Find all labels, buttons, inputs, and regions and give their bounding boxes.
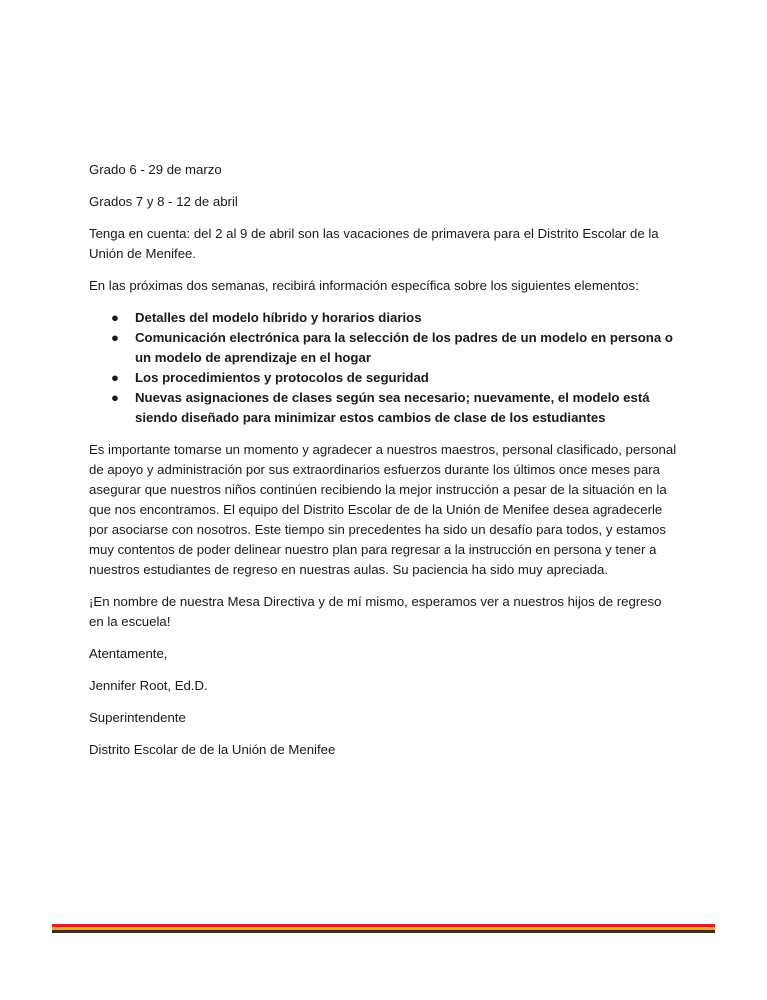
list-item [89, 328, 679, 368]
closing: Atentamente, [89, 646, 168, 661]
bullet-icon: ● [111, 330, 119, 345]
board-message: ¡En nombre de nuestra Mesa Directiva y de mí mismo, esperamos ver a nuestros hijos de regreso en la escuela! [89, 594, 662, 629]
list-item [89, 308, 679, 328]
list-item [89, 368, 679, 388]
spring-break-note: Tenga en cuenta: del 2 al 9 de abril son las vacaciones de primavera para el Distrito Escolar de la Unión de Menifee. [89, 226, 659, 261]
bullet-icon: ● [111, 310, 119, 325]
list-item-text: Los procedimientos y protocolos de seguridad [135, 370, 429, 385]
date-grades-7-8: Grados 7 y 8 - 12 de abril [89, 194, 238, 209]
bullet-icon: ● [111, 370, 119, 385]
date-grade-6: Grado 6 - 29 de marzo [89, 162, 222, 177]
list-item-text: Comunicación electrónica para la selección de los padres de un modelo en persona o un modelo de aprendizaje en el hogar [135, 330, 673, 365]
info-bullet-list [89, 308, 679, 428]
footer-color-bar [52, 924, 715, 933]
list-item [89, 388, 679, 428]
list-item-text: Detalles del modelo híbrido y horarios diarios [135, 310, 422, 325]
gratitude-paragraph: Es importante tomarse un momento y agradecer a nuestros maestros, personal clasificado, personal de apoyo y administración por sus extraordinarios esfuerzos durante los últimos once meses para asegurar que nuestros niños continúen recibiendo la mejor instrucción a pesar de la situación en la que nos encontramos. El equipo del Distrito Escolar de de la Unión de Menifee desea agradecerle por asociarse con nosotros. Este tiempo sin precedentes ha sido un desafío para todos, y estamos muy contentos de poder delinear nuestro plan para regresar a la instrucción en persona y tener a nuestros estudiantes de regreso en nuestras aulas. Su paciencia ha sido muy apreciada. [89, 442, 677, 577]
signer-title: Superintendente [89, 710, 186, 725]
list-item-text: Nuevas asignaciones de clases según sea necesario; nuevamente, el modelo está siendo diseñado para minimizar estos cambios de clase de los estudiantes [135, 390, 650, 425]
signer-name: Jennifer Root, Ed.D. [89, 678, 208, 693]
bullet-icon: ● [111, 390, 119, 405]
signer-organization: Distrito Escolar de de la Unión de Menifee [89, 742, 336, 757]
footer-stripe-dark [52, 930, 715, 933]
letter-body [89, 160, 679, 772]
footer-mark: . [119, 939, 121, 945]
upcoming-info-intro: En las próximas dos semanas, recibirá información específica sobre los siguientes elementos: [89, 278, 639, 293]
